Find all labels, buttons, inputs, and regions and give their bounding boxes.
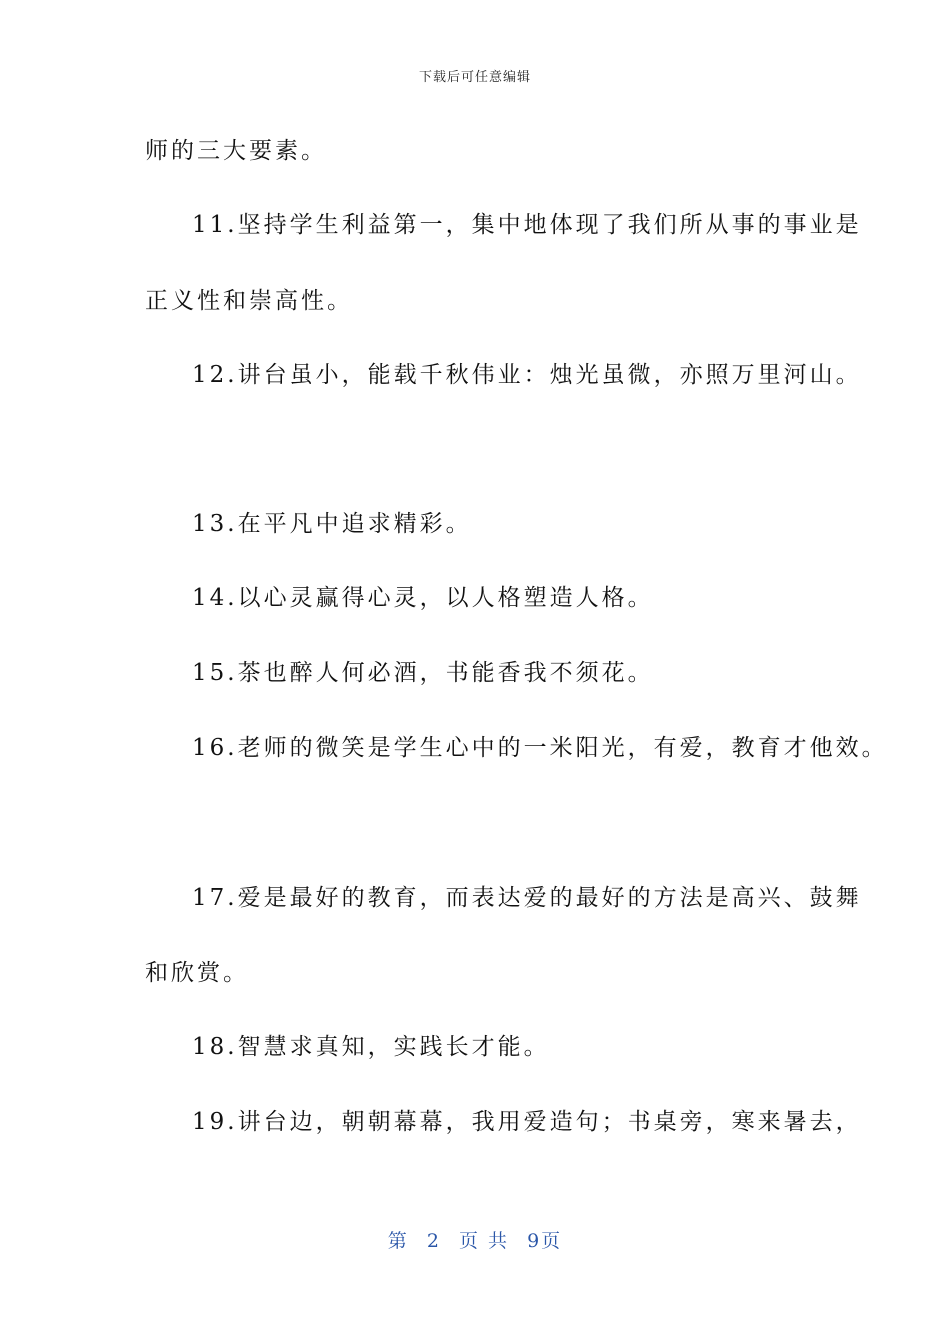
body-line-12: 19.讲台边，朝朝幕幕，我用爱造句；书桌旁，寒来暑去， bbox=[192, 1109, 862, 1135]
body-line-2: 11.坚持学生利益第一，集中地体现了我们所从事的事业是 bbox=[192, 212, 862, 238]
body-line-4: 12.讲台虽小，能载千秋伟业：烛光虽微，亦照万里河山。 bbox=[192, 362, 862, 388]
body-line-11: 18.智慧求真知，实践长才能。 bbox=[192, 1034, 550, 1060]
body-line-9: 17.爱是最好的教育，而表达爱的最好的方法是高兴、鼓舞 bbox=[192, 885, 862, 911]
footer-page-number: 2 bbox=[426, 1230, 441, 1252]
body-line-1: 师的三大要素。 bbox=[145, 138, 327, 164]
footer-total: 9页 bbox=[527, 1230, 563, 1252]
footer-prefix: 第 bbox=[387, 1230, 409, 1252]
body-line-7: 15.茶也醉人何必酒，书能香我不须花。 bbox=[192, 660, 654, 686]
body-line-5: 13.在平凡中追求精彩。 bbox=[192, 511, 472, 537]
body-line-3: 正义性和崇高性。 bbox=[145, 288, 353, 314]
body-line-8: 16.老师的微笑是学生心中的一米阳光，有爱，教育才他效。 bbox=[192, 735, 888, 761]
page-footer bbox=[0, 1226, 950, 1253]
body-line-10: 和欣赏。 bbox=[145, 960, 249, 986]
page-header: 下载后可任意编辑 bbox=[418, 70, 531, 85]
footer-middle: 页 共 bbox=[459, 1230, 510, 1252]
body-line-6: 14.以心灵赢得心灵，以人格塑造人格。 bbox=[192, 585, 654, 611]
